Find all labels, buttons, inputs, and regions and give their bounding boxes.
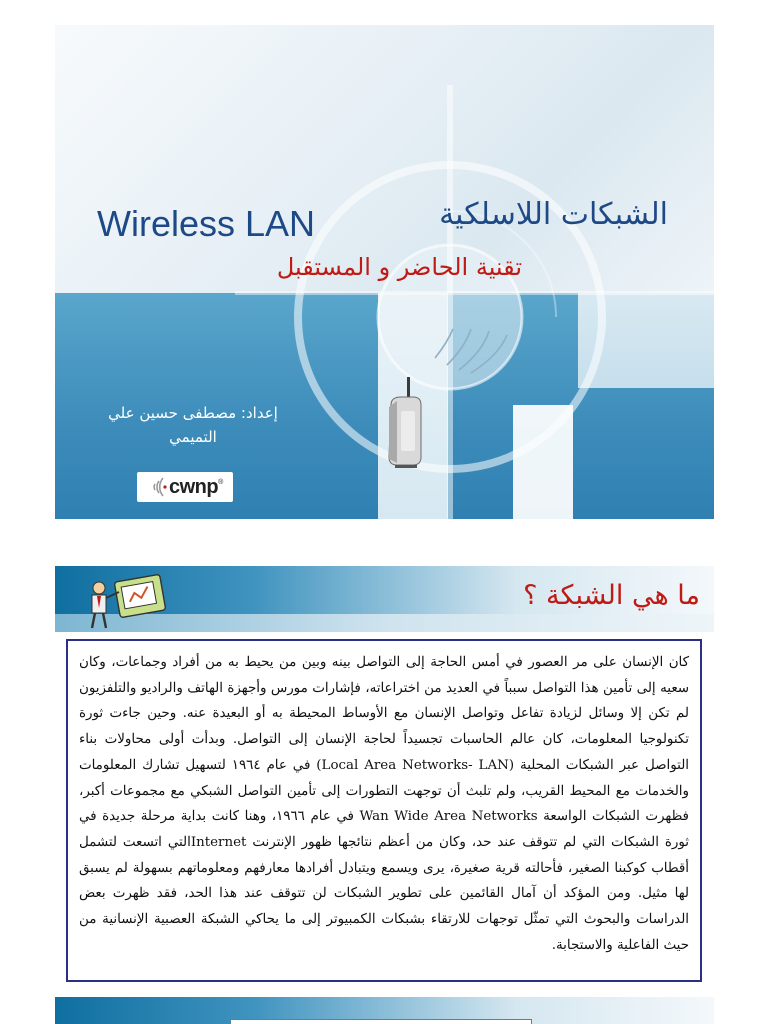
author-credit bbox=[103, 401, 283, 449]
cwnp-logo bbox=[137, 472, 233, 502]
title-slide bbox=[55, 25, 714, 519]
logo-text: cwnp bbox=[169, 475, 219, 498]
slide-title-english: Wireless LAN bbox=[97, 203, 316, 244]
next-slide-content-box bbox=[230, 1019, 532, 1024]
slide-subtitle: تقنية الحاضر و المستقبل bbox=[276, 253, 522, 281]
logo-trademark: ® bbox=[218, 478, 224, 486]
presenter-clipart bbox=[83, 570, 169, 632]
author-line: التميمي bbox=[169, 428, 217, 446]
content-slide bbox=[55, 566, 714, 986]
next-slide-partial bbox=[55, 997, 714, 1024]
body-paragraph: كان الإنسان على مر العصور في أمس الحاجة إلى التواصل بينه وبين من يحيط به من أفراد وجماعات، وكان سعيه إلى تأمين هذا التواصل سبباً في العديد من اختراعاته، فإشارات مورس وأجهزة الهاتف والراديو والتلفزيون لم تكن إلا وسائل لزيادة تفاعل وتواصل الإنسان مع الأوساط المحيطة به أو البعيدة عنه. وحين جاءت ثورة تكنولوجيا المعلومات، كان عالم الحاسبات تجسيداً لحاجة الإنسان إلى التواصل. وبدأت أولى محاولات بناء التواصل عبر الشبكات المحلية (Local Area Networks- LAN) في عام ١٩٦٤ لتسهيل تشارك المعلومات والخدمات مع المحيط القريب، ولم تلبث أن توجهت التطورات إلى تأمين التواصل الشبكي مع مجموعات أكبر، فظهرت الشبكات الواسعة Wan Wide Area Networks في عام ١٩٦٦، وهنا كانت بداية مرحلة جديدة في ثورة الشبكات التي لم تتوقف عند حد، وكان من أعظم نتائجها ظهور الإنترنت Internetالتي اتسعت لتشمل أقطاب كوكبنا الصغير، فأحالته قرية صغيرة، يرى ويسمع ويتبادل أفرادها معارفهم ومعلوماتهم بسهولة لم يسبق لها مثيل. ومن المؤكد أن آمال القائمين على تطوير الشبكات لن تتوقف عند هذا الحد، فقد ظهرت بعض الدراسات والبحوث التي تمثّل توجهات للارتقاء بشبكات الكمبيوتر إلى ما يحاكي الشبكة العصبية الإنسانية من حيث الفاعلية والاستجابة. bbox=[79, 655, 689, 953]
router-icon bbox=[383, 377, 423, 469]
slide-title-arabic: الشبكات اللاسلكية bbox=[439, 197, 668, 232]
slide-title: ما هي الشبكة ؟ bbox=[523, 580, 700, 611]
body-text-box bbox=[66, 639, 702, 982]
signal-arcs-icon bbox=[141, 476, 167, 498]
author-line: إعداد: مصطفى حسين علي bbox=[108, 404, 278, 422]
